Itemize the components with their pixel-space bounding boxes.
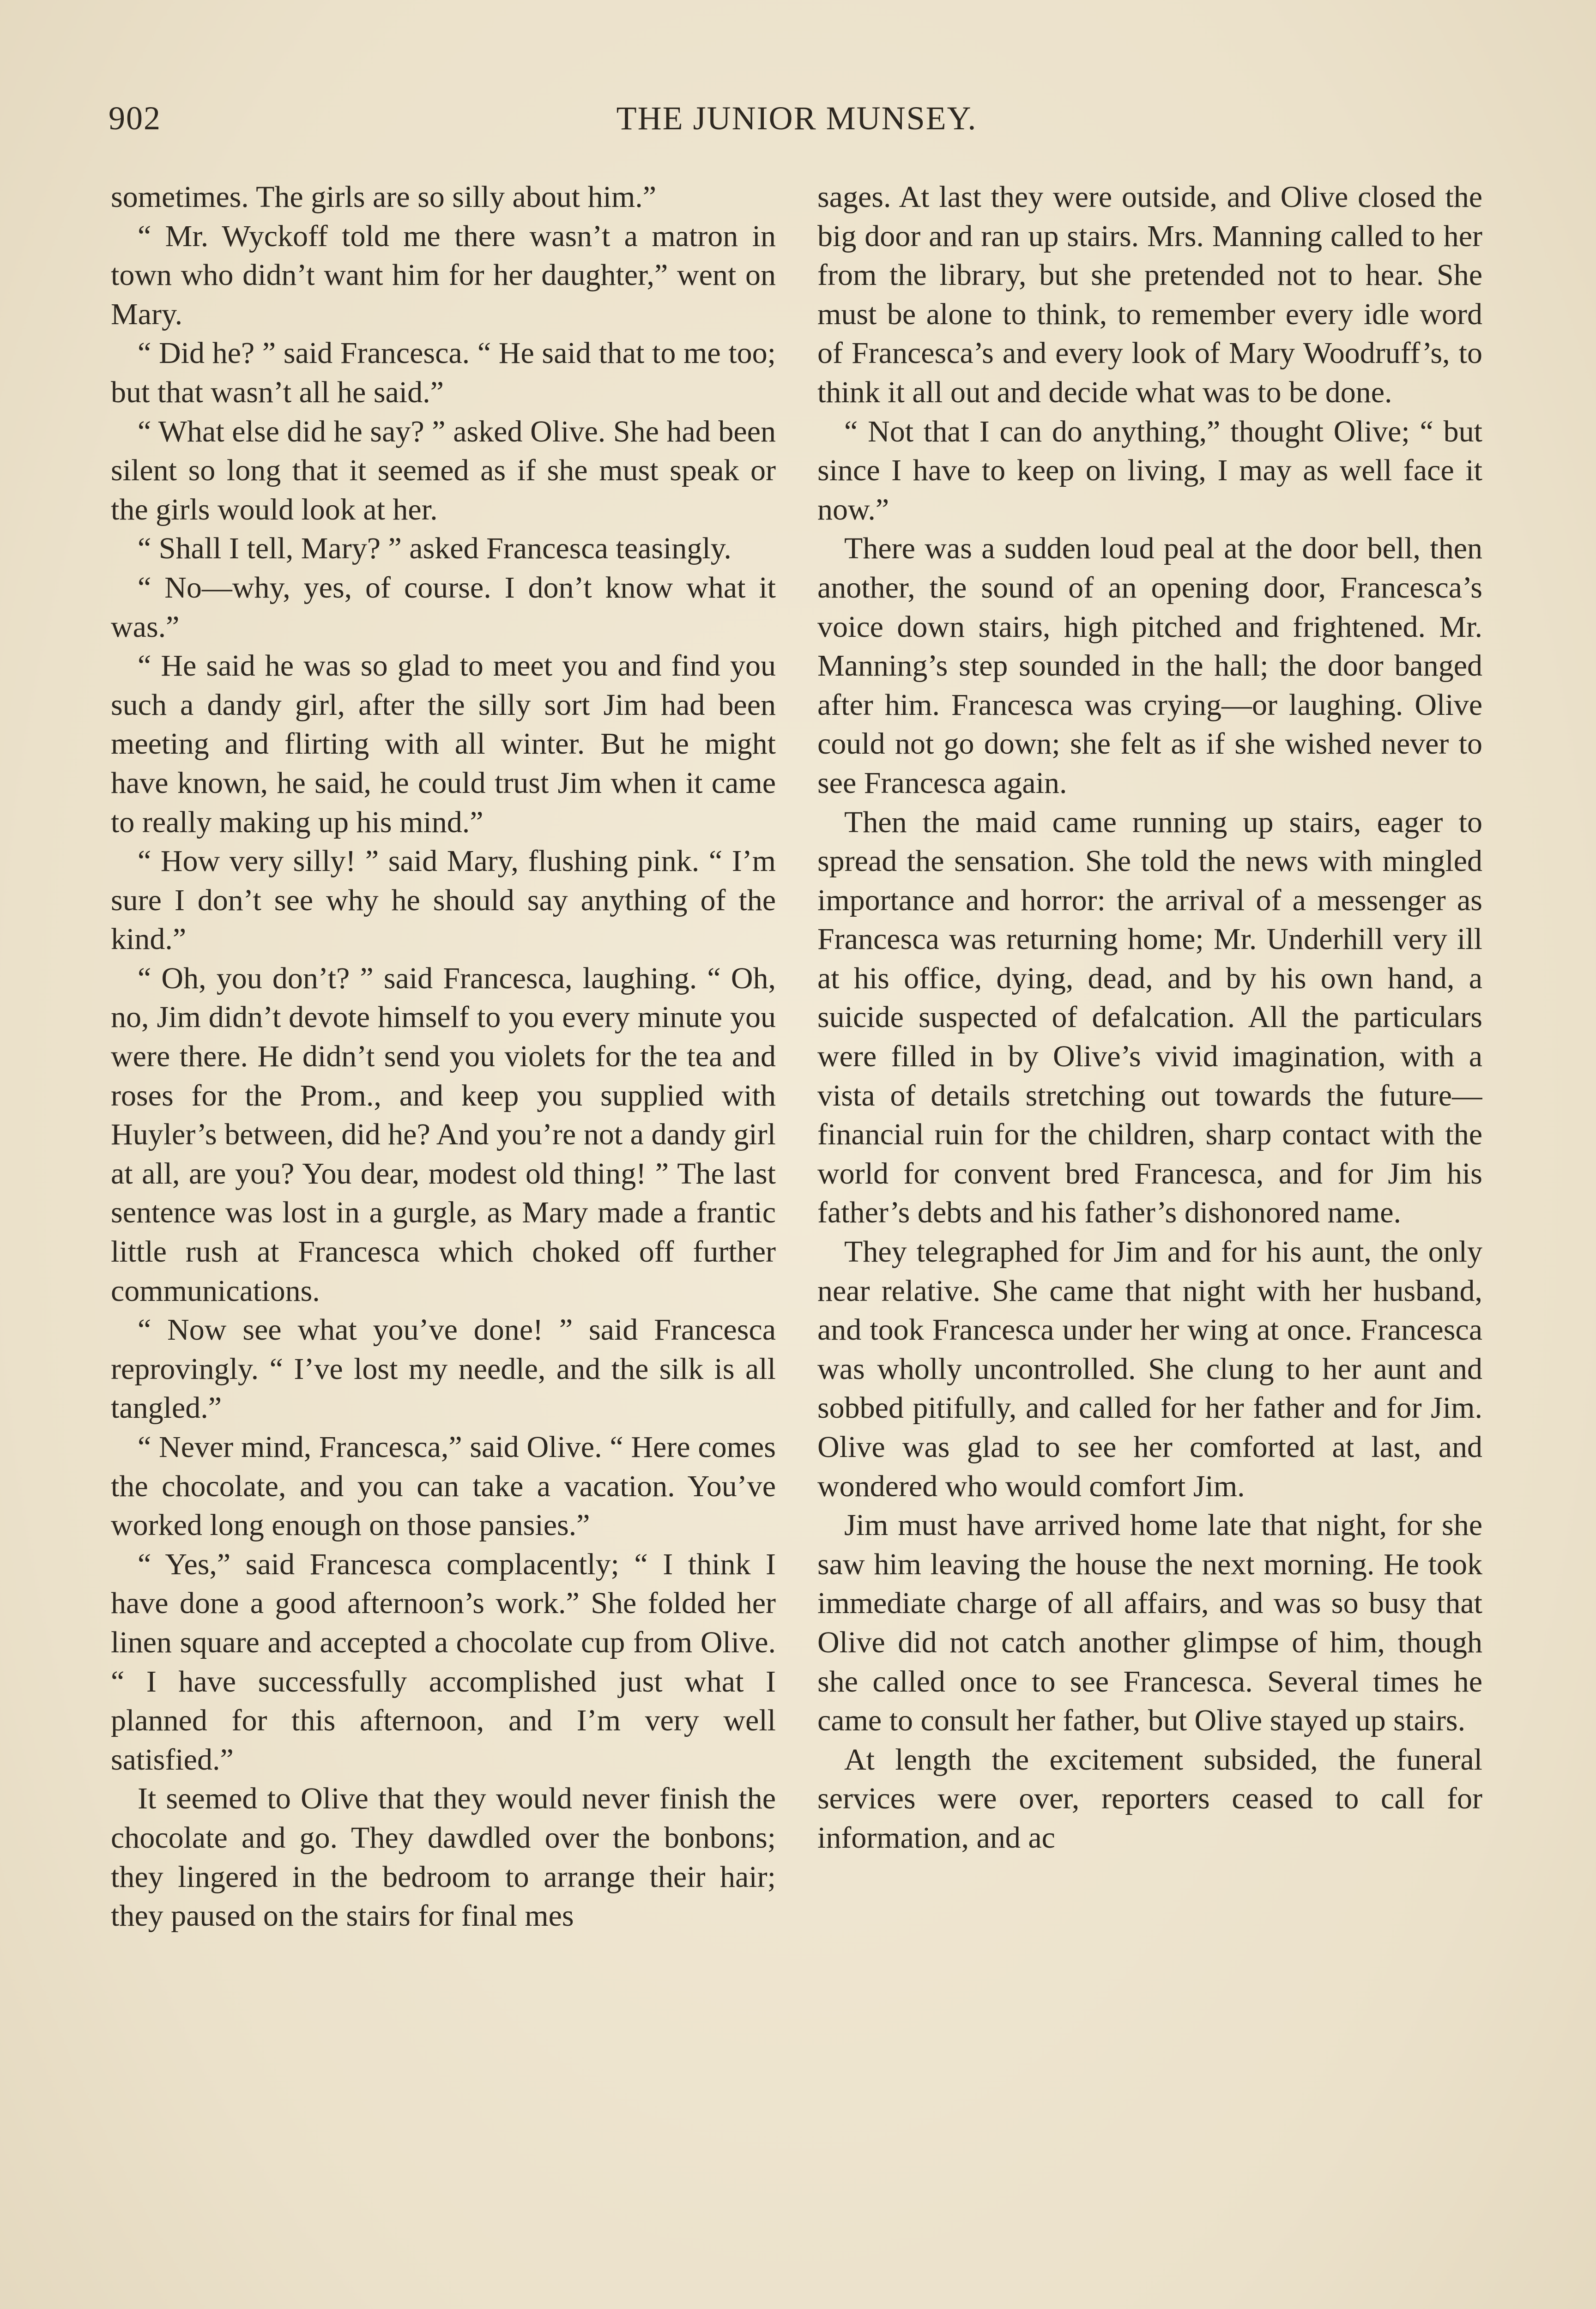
paragraph: “ Now see what you’ve done! ” said Francesca reprovingly. “ I’ve lost my needle, and the silk is all tangled.” <box>111 1313 776 1425</box>
running-title: THE JUNIOR MUNSEY. <box>616 100 977 137</box>
paragraph: “ Did he? ” said Francesca. “ He said that to me too; but that wasn’t all he said.” <box>111 336 776 409</box>
paragraph: Then the maid came running up stairs, eager to spread the sensation. She told the news with mingled importance and horror: the arrival of a messenger as Francesca was returning home; Mr. Underhill very ill at his office, dying, dead, and by his own hand, a suicide suspected of defalcation. All the particulars were filled in by Olive’s vivid imagination, with a vista of details stretching out towards the future—financial ruin for the children, sharp contact with the world for convent bred Francesca, and for Jim his father’s debts and his father’s dishonored name. <box>817 805 1482 1230</box>
paragraph: sages. At last they were outside, and Olive closed the big door and ran up stairs. Mrs. Manning called to her from the library, but she pretended not to hear. She must be alone to think, to remember every idle word of Francesca’s and every look of Mary Woodruff’s, to think it all out and decide what was to be done. <box>817 180 1482 409</box>
paragraph: “ He said he was so glad to meet you and find you such a dandy girl, after the silly sort Jim had been meeting and flirting with all winter. But he might have known, he said, he could trust Jim when it came to really making up his mind.” <box>111 649 776 839</box>
paragraph: “ Not that I can do anything,” thought Olive; “ but since I have to keep on living, I may as well face it now.” <box>817 414 1482 526</box>
paragraph: “ What else did he say? ” asked Olive. She had been silent so long that it seemed as if she must speak or the girls would look at her. <box>111 414 776 526</box>
left-column <box>111 178 776 2309</box>
paragraph: “ Yes,” said Francesca complacently; “ I think I have done a good afternoon’s work.” She folded her linen square and accepted a chocolate cup from Olive. “ I have successfully accomplished just what I planned for this afternoon, and I’m very well satisfied.” <box>111 1547 776 1777</box>
paragraph: Jim must have arrived home late that night, for she saw him leaving the house the next morning. He took immediate charge of all affairs, and was so busy that Olive did not catch another glimpse of him, though she called once to see Francesca. Several times he came to consult her father, but Olive stayed up stairs. <box>817 1508 1482 1738</box>
paragraph: They telegraphed for Jim and for his aunt, the only near relative. She came that night with her husband, and took Francesca under her wing at once. Francesca was wholly uncontrolled. She clung to her aunt and sobbed pitifully, and called for her father and for Jim. Olive was glad to see her comforted at last, and wondered who would comfort Jim. <box>817 1235 1482 1503</box>
paragraph: “ Oh, you don’t? ” said Francesca, laughing. “ Oh, no, Jim didn’t devote himself to you every minute you were there. He didn’t send you violets for the tea and roses for the Prom., and keep you supplied with Huyler’s between, did he? And you’re not a dandy girl at all, are you? You dear, modest old thing! ” The last sentence was lost in a gurgle, as Mary made a frantic little rush at Francesca which choked off further communications. <box>111 961 776 1308</box>
paragraph: There was a sudden loud peal at the door bell, then another, the sound of an opening door, Francesca’s voice down stairs, high pitched and frightened. Mr. Manning’s step sounded in the hall; the door banged after him. Francesca was crying—or laughing. Olive could not go down; she felt as if she wished never to see Francesca again. <box>817 532 1482 800</box>
paragraph: “ Shall I tell, Mary? ” asked Francesca teasingly. <box>138 532 732 566</box>
page-header <box>109 99 1485 155</box>
paragraph: It seemed to Olive that they would never finish the chocolate and go. They dawdled over the bonbons; they lingered in the bedroom to arrange their hair; they paused on the stairs for final mes <box>111 1782 776 1933</box>
paragraph: “ How very silly! ” said Mary, flushing pink. “ I’m sure I don’t see why he should say anything of the kind.” <box>111 844 776 956</box>
paragraph: “ Never mind, Francesca,” said Olive. “ Here comes the chocolate, and you can take a vacation. You’ve worked long enough on those pansies.” <box>111 1430 776 1542</box>
right-column <box>817 178 1482 2309</box>
page-number: 902 <box>109 100 161 137</box>
paragraph: “ Mr. Wyckoff told me there wasn’t a matron in town who didn’t want him for her daughter,” went on Mary. <box>111 219 776 331</box>
paragraph: At length the excitement subsided, the funeral services were over, reporters ceased to call for information, and ac <box>817 1742 1482 1855</box>
paragraph: “ No—why, yes, of course. I don’t know what it was.” <box>111 570 776 644</box>
paragraph: sometimes. The girls are so silly about him.” <box>111 180 657 214</box>
